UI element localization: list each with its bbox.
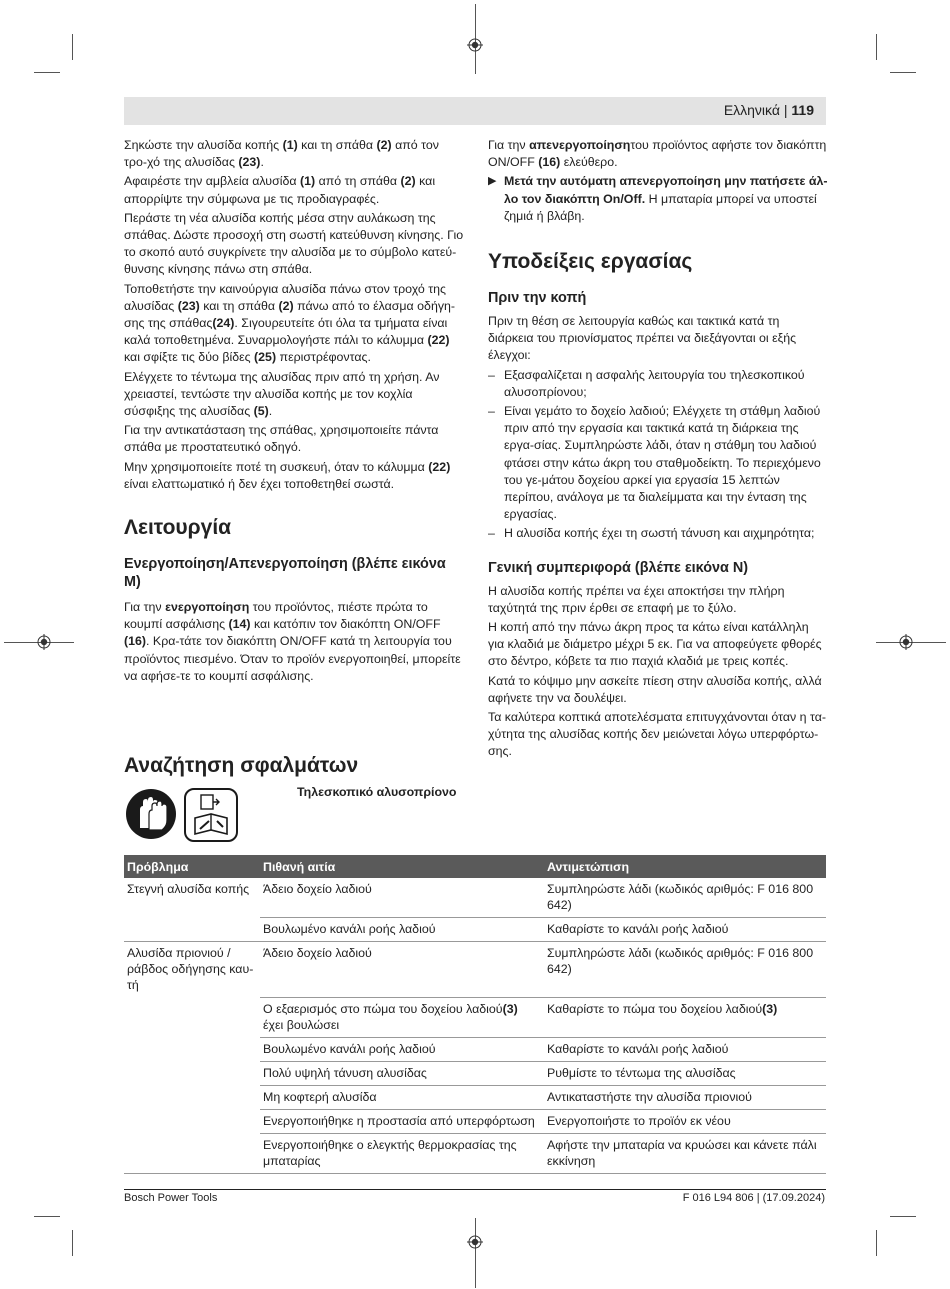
cause-cell: Ενεργοποιήθηκε ο ελεγκτής θερμοκρασίας της μπαταρίας bbox=[260, 1133, 544, 1173]
checklist-text: Είναι γεμάτο το δοχείο λαδιού; Ελέγχετε τη στάθμη λαδιού πριν από την εργασία και τακτικά κατά τη διάρκεια της εργα-σίας. Συμπληρώστε λάδι, όταν η στάθμη του λαδιού φτάσει στην κάτω άκρη του σταθμοδείκτη. Το περιεχόμενο του γε-μάτου δοχείου αρκεί για εργασία 15 λεπτών περίπου, ανάλογα με τα διαλείμματα και την ένταση της εργασίας. bbox=[504, 404, 821, 522]
general-paragraphs bbox=[488, 583, 828, 761]
table-row bbox=[124, 1133, 826, 1173]
header-language: Ελληνικά bbox=[723, 102, 780, 118]
column-header: Πιθανή αιτία bbox=[260, 855, 544, 878]
table-row bbox=[124, 918, 826, 942]
remedy-cell: Συμπληρώστε λάδι (κωδικός αριθμός: F 016 800 642) bbox=[544, 942, 826, 998]
table-row bbox=[124, 1085, 826, 1109]
crop-mark bbox=[890, 72, 916, 73]
remedy-cell: Ρυθμίστε το τέντωμα της αλυσίδας bbox=[544, 1061, 826, 1085]
paragraph: Για την απενεργοποίησητου προϊόντος αφήστε τον διακόπτη ON/OFF (16) ελεύθερο. bbox=[488, 138, 827, 170]
table-row bbox=[124, 1061, 826, 1085]
page-header: Ελληνικά | 119 bbox=[723, 102, 814, 118]
right-column bbox=[488, 137, 828, 763]
crop-mark bbox=[890, 1216, 916, 1217]
paragraph: Τοποθετήστε την καινούργια αλυσίδα πάνω στον τροχό της αλυσίδας (23) και τη σπάθα (2) πάνω από το έλασμα οδήγη-σης της σπάθας(24). Σιγουρευτείτε ότι όλα τα τμήματα είναι καλά τοποθετημένα. Συναρμολογήστε πάλι το κάλυμμα (22) και σφίξτε τις δύο βίδες (25) περιστρέφοντας. bbox=[124, 281, 456, 365]
crop-mark bbox=[34, 72, 60, 73]
subsection-title-before-cut: Πριν την κοπή bbox=[488, 290, 587, 307]
problem-cell bbox=[124, 918, 260, 942]
problem-cell bbox=[124, 1061, 260, 1085]
problem-cell bbox=[124, 1133, 260, 1173]
table-row bbox=[124, 942, 826, 998]
crop-mark bbox=[876, 1230, 877, 1256]
registration-mark-icon bbox=[898, 634, 914, 650]
paragraph: Για την ενεργοποίηση του προϊόντος, πιέστε πρώτα το κουμπί ασφάλισης (14) και κατόπιν τον διακόπτη ON/OFF (16). Κρα-τάτε τον διακόπτη ON/OFF κατά τη λειτουργία του προϊόντος πιεσμένο. Όταν το προϊόν ενεργοποιηθεί, μπορείτε να αφήσε-τε το κουμπί ασφάλισης. bbox=[124, 600, 461, 683]
registration-mark-icon bbox=[467, 1234, 483, 1250]
column-header: Πρόβλημα bbox=[124, 855, 260, 878]
paragraph: Σηκώστε την αλυσίδα κοπής (1) και τη σπάθα (2) από τον τρο-χό της αλυσίδας (23). bbox=[124, 138, 439, 170]
warning-text: Μετά την αυτόματη απενεργοποίηση μην πατήσετε άλ-λο τον διακόπτη On/Off. Η μπαταρία μπορεί να υποστεί ζημιά ή βλάβη. bbox=[504, 174, 828, 223]
problem-cell bbox=[124, 1085, 260, 1109]
remedy-cell: Καθαρίστε το κανάλι ροής λαδιού bbox=[544, 918, 826, 942]
paragraph: Κατά το κόψιμο μην ασκείτε πίεση στην αλυσίδα κοπής, αλλά αφήνετε την να δουλέψει. bbox=[488, 673, 822, 705]
crop-mark bbox=[72, 34, 73, 60]
arrow-right-icon: ▶ bbox=[488, 175, 497, 188]
remedy-cell: Αφήστε την μπαταρία να κρυώσει και κάνετε πάλι εκκίνηση bbox=[544, 1133, 826, 1173]
gloves-icon bbox=[125, 788, 177, 840]
cause-cell: Πολύ υψηλή τάνυση αλυσίδας bbox=[260, 1061, 544, 1085]
crop-mark bbox=[72, 1230, 73, 1256]
cause-cell: Ο εξαερισμός στο πώμα του δοχείου λαδιού(3) έχει βουλώσει bbox=[260, 997, 544, 1037]
crop-mark bbox=[475, 1218, 476, 1288]
section-title-operation: Λειτουργία bbox=[124, 516, 232, 540]
product-name: Τηλεσκοπικό αλυσοπρίονο bbox=[297, 785, 457, 799]
remedy-cell: Συμπληρώστε λάδι (κωδικός αριθμός: F 016 800 642) bbox=[544, 878, 826, 918]
remedy-cell: Αντικαταστήστε την αλυσίδα πριονιού bbox=[544, 1085, 826, 1109]
crop-mark bbox=[34, 1216, 60, 1217]
registration-mark-icon bbox=[467, 37, 483, 53]
column-header: Αντιμετώπιση bbox=[544, 855, 826, 878]
paragraph: Η κοπή από την πάνω άκρη προς τα κάτω είναι κατάλληλη για κλαδιά με διάμετρο μέχρι 5 εκ. Για να αποφεύγετε φθορές στο δέντρο, κόβετε τα πιο παχιά κλαδιά με τρεις κοπές. bbox=[488, 620, 822, 669]
table-row bbox=[124, 1037, 826, 1061]
subsection-title-general: Γενική συμπεριφορά (βλέπε εικόνα N) bbox=[488, 559, 749, 576]
problem-cell bbox=[124, 997, 260, 1037]
left-column bbox=[124, 137, 464, 687]
dash-bullet: – bbox=[488, 367, 495, 382]
paragraph: Για την αντικατάσταση της σπάθας, χρησιμοποιείτε πάντα σπάθα με προστατευτικό οδηγό. bbox=[124, 423, 439, 455]
table-row bbox=[124, 997, 826, 1037]
subsection-title-onoff: Ενεργοποίηση/Απενεργοποίηση (βλέπε εικόνα M) bbox=[124, 556, 446, 591]
checklist-item bbox=[488, 403, 828, 523]
paragraph: Πριν τη θέση σε λειτουργία καθώς και τακτικά κατά τη διάρκεια του πριονίσματος πρέπει να διεξάγονται οι εξής έλεγχοι: bbox=[488, 314, 797, 363]
cause-cell: Άδειο δοχείο λαδιού bbox=[260, 878, 544, 918]
paragraph: Ελέγχετε το τέντωμα της αλυσίδας πριν από τη χρήση. Αν χρειαστεί, τεντώστε την αλυσίδα κοπής με τον κοχλία σύσφιξης της αλυσίδας (5). bbox=[124, 369, 440, 419]
section-title-troubleshooting: Αναζήτηση σφαλμάτων bbox=[124, 754, 359, 777]
cause-cell: Βουλωμένο κανάλι ροής λαδιού bbox=[260, 1037, 544, 1061]
cause-cell: Ενεργοποιήθηκε η προστασία από υπερφόρτωση bbox=[260, 1109, 544, 1133]
warning-item bbox=[488, 173, 828, 225]
crop-mark bbox=[876, 34, 877, 60]
problem-cell: Αλυσίδα πριονιού / ράβδος οδήγησης καυ-τή bbox=[127, 946, 254, 992]
footer-right: F 016 L94 806 | (17.09.2024) bbox=[682, 1192, 825, 1204]
remedy-cell: Καθαρίστε το κανάλι ροής λαδιού bbox=[544, 1037, 826, 1061]
problem-cell bbox=[124, 1037, 260, 1061]
paragraph: Αφαιρέστε την αμβλεία αλυσίδα (1) από τη σπάθα (2) και απορρίψτε την σύμφωνα με τις προδιαγραφές. bbox=[124, 174, 436, 206]
dash-bullet: – bbox=[488, 526, 495, 541]
cause-cell: Βουλωμένο κανάλι ροής λαδιού bbox=[260, 918, 544, 942]
table-row bbox=[124, 878, 826, 918]
checklist-item bbox=[488, 367, 828, 401]
checklist-text: Εξασφαλίζεται η ασφαλής λειτουργία του τηλεσκοπικού αλυσοπρίονου; bbox=[504, 367, 805, 399]
paragraph: Τα καλύτερα κοπτικά αποτελέσματα επιτυγχάνονται όταν η τα-χύτητα της αλυσίδας κοπής δεν μειώνεται λόγω υπερφόρτω-σης. bbox=[488, 710, 826, 759]
remedy-cell: Καθαρίστε το πώμα του δοχείου λαδιού(3) bbox=[544, 997, 826, 1037]
section-title-tips: Υποδείξεις εργασίας bbox=[488, 250, 693, 274]
page-number: 119 bbox=[791, 102, 814, 118]
cause-cell: Άδειο δοχείο λαδιού bbox=[260, 942, 544, 998]
paragraph: Η αλυσίδα κοπής πρέπει να έχει αποκτήσει την πλήρη ταχύτητά της πριν έρθει σε επαφή με το ξύλο. bbox=[488, 583, 785, 615]
remedy-cell: Ενεργοποιήστε το προϊόν εκ νέου bbox=[544, 1109, 826, 1133]
paragraph: Μην χρησιμοποιείτε ποτέ τη συσκευή, όταν το κάλυμμα (22) είναι ελαττωματικό ή δεν έχει τοποθετηθεί σωστά. bbox=[124, 459, 451, 491]
checklist bbox=[488, 367, 828, 543]
cause-cell: Μη κοφτερή αλυσίδα bbox=[260, 1085, 544, 1109]
dash-bullet: – bbox=[488, 404, 495, 419]
troubleshooting-table bbox=[124, 855, 826, 1174]
table-row bbox=[124, 1109, 826, 1133]
table-body bbox=[124, 878, 826, 1173]
left-paragraphs bbox=[124, 137, 464, 493]
checklist-item bbox=[488, 525, 828, 542]
problem-cell: Στεγνή αλυσίδα κοπής bbox=[127, 882, 250, 896]
manual-icon bbox=[184, 788, 238, 842]
footer-left: Bosch Power Tools bbox=[124, 1192, 218, 1204]
table-header-row bbox=[124, 855, 826, 878]
footer-rule bbox=[124, 1189, 826, 1190]
problem-cell bbox=[124, 1109, 260, 1133]
page-header-bar bbox=[124, 97, 826, 125]
paragraph: Περάστε τη νέα αλυσίδα κοπής μέσα στην αυλάκωση της σπάθας. Δώστε προσοχή στη σωστή κατεύθυνση κίνησης. Γιο το σκοπό αυτό συγκρίνετε την αλυσίδα με το σύμβολο κατεύ-θυνσης κίνησης πάνω στη σπάθα. bbox=[124, 210, 464, 277]
registration-mark-icon bbox=[36, 634, 52, 650]
checklist-text: Η αλυσίδα κοπής έχει τη σωστή τάνυση και αιχμηρότητα; bbox=[504, 526, 815, 541]
